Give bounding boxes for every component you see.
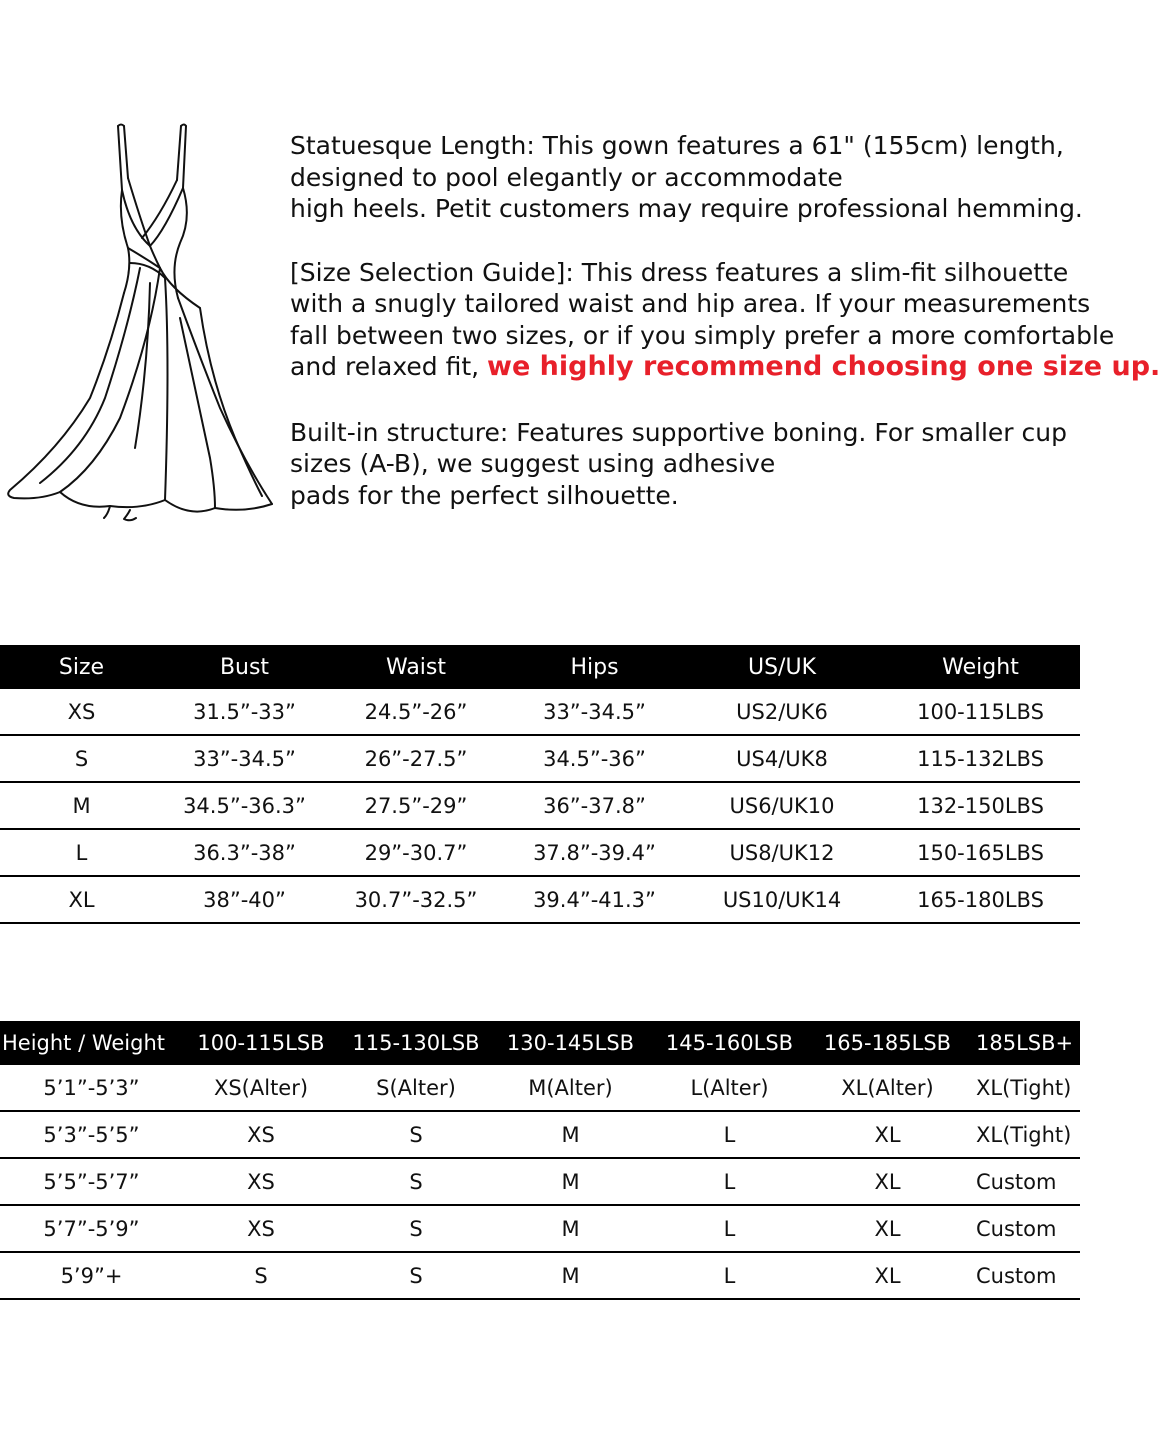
table-cell: 37.8”-39.4” bbox=[506, 829, 683, 876]
table-cell: S bbox=[183, 1252, 339, 1299]
size-up-recommendation: we highly recommend choosing one size up. bbox=[487, 351, 1160, 382]
table-cell: 29”-30.7” bbox=[326, 829, 506, 876]
length-paragraph bbox=[290, 130, 1083, 225]
text-line: Built-in structure: Features supportive boning. For smaller cup bbox=[290, 417, 1067, 447]
size-chart-header bbox=[0, 645, 1080, 689]
text-line: sizes (A-B), we suggest using adhesive bbox=[290, 449, 776, 478]
table-cell: 5’5”-5’7” bbox=[0, 1158, 183, 1205]
table-cell: L bbox=[648, 1111, 811, 1158]
text-line: fall between two sizes, or if you simply prefer a more comfortable bbox=[290, 320, 1115, 350]
column-header: Size bbox=[0, 645, 163, 689]
table-cell: 115-132LBS bbox=[881, 735, 1080, 782]
table-cell: 33”-34.5” bbox=[506, 689, 683, 735]
size-row bbox=[0, 735, 1080, 782]
size-row bbox=[0, 782, 1080, 829]
table-cell: XL bbox=[811, 1158, 964, 1205]
table-cell: S bbox=[339, 1158, 493, 1205]
text-line: high heels. Petit customers may require professional hemming. bbox=[290, 194, 1083, 223]
table-cell: 5’7”-5’9” bbox=[0, 1205, 183, 1252]
table-cell: 30.7”-32.5” bbox=[326, 876, 506, 923]
size-chart-table bbox=[0, 645, 1080, 924]
table-cell: US10/UK14 bbox=[683, 876, 881, 923]
table-cell: 27.5”-29” bbox=[326, 782, 506, 829]
table-cell: US4/UK8 bbox=[683, 735, 881, 782]
size-row bbox=[0, 876, 1080, 923]
table-cell: 5’3”-5’5” bbox=[0, 1111, 183, 1158]
table-cell: 26”-27.5” bbox=[326, 735, 506, 782]
table-cell: XL bbox=[0, 876, 163, 923]
table-cell: 34.5”-36.3” bbox=[163, 782, 326, 829]
table-cell: M bbox=[493, 1158, 648, 1205]
height-row bbox=[0, 1065, 1080, 1111]
table-cell: M bbox=[0, 782, 163, 829]
text-line: designed to pool elegantly or accommodate bbox=[290, 162, 843, 192]
height-weight-body bbox=[0, 1065, 1080, 1299]
column-header: 100-115LSB bbox=[183, 1021, 339, 1065]
column-header: Bust bbox=[163, 645, 326, 689]
table-cell: XL bbox=[811, 1205, 964, 1252]
text-line: Statuesque Length: This gown features a 61" (155cm) length, bbox=[290, 131, 1064, 160]
height-row bbox=[0, 1205, 1080, 1252]
table-cell: S bbox=[339, 1252, 493, 1299]
height-row bbox=[0, 1252, 1080, 1299]
text-line bbox=[290, 351, 1160, 383]
table-cell: L bbox=[648, 1158, 811, 1205]
table-cell: XL(Alter) bbox=[811, 1065, 964, 1111]
table-cell: XL bbox=[811, 1111, 964, 1158]
product-description bbox=[290, 130, 1160, 511]
table-cell: 100-115LBS bbox=[881, 689, 1080, 735]
table-cell: S bbox=[0, 735, 163, 782]
table-cell: 31.5”-33” bbox=[163, 689, 326, 735]
table-cell: 34.5”-36” bbox=[506, 735, 683, 782]
table-cell: S bbox=[339, 1205, 493, 1252]
table-cell: M bbox=[493, 1111, 648, 1158]
table-cell: L bbox=[648, 1205, 811, 1252]
table-cell: 132-150LBS bbox=[881, 782, 1080, 829]
column-header: Waist bbox=[326, 645, 506, 689]
column-header: Hips bbox=[506, 645, 683, 689]
table-cell: Custom bbox=[964, 1158, 1080, 1205]
table-cell: 36”-37.8” bbox=[506, 782, 683, 829]
table-cell: M bbox=[493, 1205, 648, 1252]
table-cell: US8/UK12 bbox=[683, 829, 881, 876]
table-cell: L(Alter) bbox=[648, 1065, 811, 1111]
table-cell: 150-165LBS bbox=[881, 829, 1080, 876]
column-header: 130-145LSB bbox=[493, 1021, 648, 1065]
size-guide-paragraph bbox=[290, 257, 1160, 383]
table-cell: 24.5”-26” bbox=[326, 689, 506, 735]
table-cell: 5’9”+ bbox=[0, 1252, 183, 1299]
table-cell: XL(Tight) bbox=[964, 1111, 1080, 1158]
table-cell: XS bbox=[183, 1111, 339, 1158]
table-cell: XS bbox=[183, 1205, 339, 1252]
column-header: 115-130LSB bbox=[339, 1021, 493, 1065]
table-cell: M bbox=[493, 1252, 648, 1299]
table-cell: US2/UK6 bbox=[683, 689, 881, 735]
table-cell: 165-180LBS bbox=[881, 876, 1080, 923]
table-cell: 5’1”-5’3” bbox=[0, 1065, 183, 1111]
height-row bbox=[0, 1158, 1080, 1205]
column-header: US/UK bbox=[683, 645, 881, 689]
text-line: with a snugly tailored waist and hip area. If your measurements bbox=[290, 289, 1091, 318]
table-cell: S bbox=[339, 1111, 493, 1158]
height-weight-header bbox=[0, 1021, 1080, 1065]
table-cell: 36.3”-38” bbox=[163, 829, 326, 876]
table-cell: XS bbox=[183, 1158, 339, 1205]
table-cell: 38”-40” bbox=[163, 876, 326, 923]
table-cell: XL(Tight) bbox=[964, 1065, 1080, 1111]
column-header: 185LSB+ bbox=[964, 1021, 1080, 1065]
height-row bbox=[0, 1111, 1080, 1158]
table-cell: 39.4”-41.3” bbox=[506, 876, 683, 923]
size-row bbox=[0, 829, 1080, 876]
table-cell: L bbox=[0, 829, 163, 876]
column-header: 145-160LSB bbox=[648, 1021, 811, 1065]
text-segment: and relaxed fit, bbox=[290, 352, 488, 381]
table-cell: Custom bbox=[964, 1252, 1080, 1299]
text-line: pads for the perfect silhouette. bbox=[290, 480, 679, 510]
table-cell: XS(Alter) bbox=[183, 1065, 339, 1111]
table-cell: 33”-34.5” bbox=[163, 735, 326, 782]
column-header: Height / Weight bbox=[0, 1021, 183, 1065]
table-cell: S(Alter) bbox=[339, 1065, 493, 1111]
table-cell: US6/UK10 bbox=[683, 782, 881, 829]
table-cell: M(Alter) bbox=[493, 1065, 648, 1111]
size-row bbox=[0, 689, 1080, 735]
table-cell: XS bbox=[0, 689, 163, 735]
column-header: Weight bbox=[881, 645, 1080, 689]
text-line: [Size Selection Guide]: This dress features a slim-fit silhouette bbox=[290, 257, 1069, 287]
dress-illustration bbox=[0, 118, 280, 528]
size-chart-body bbox=[0, 689, 1080, 923]
structure-paragraph bbox=[290, 417, 1080, 512]
table-cell: L bbox=[648, 1252, 811, 1299]
table-cell: XL bbox=[811, 1252, 964, 1299]
column-header: 165-185LSB bbox=[811, 1021, 964, 1065]
table-cell: Custom bbox=[964, 1205, 1080, 1252]
height-weight-table bbox=[0, 1021, 1080, 1300]
